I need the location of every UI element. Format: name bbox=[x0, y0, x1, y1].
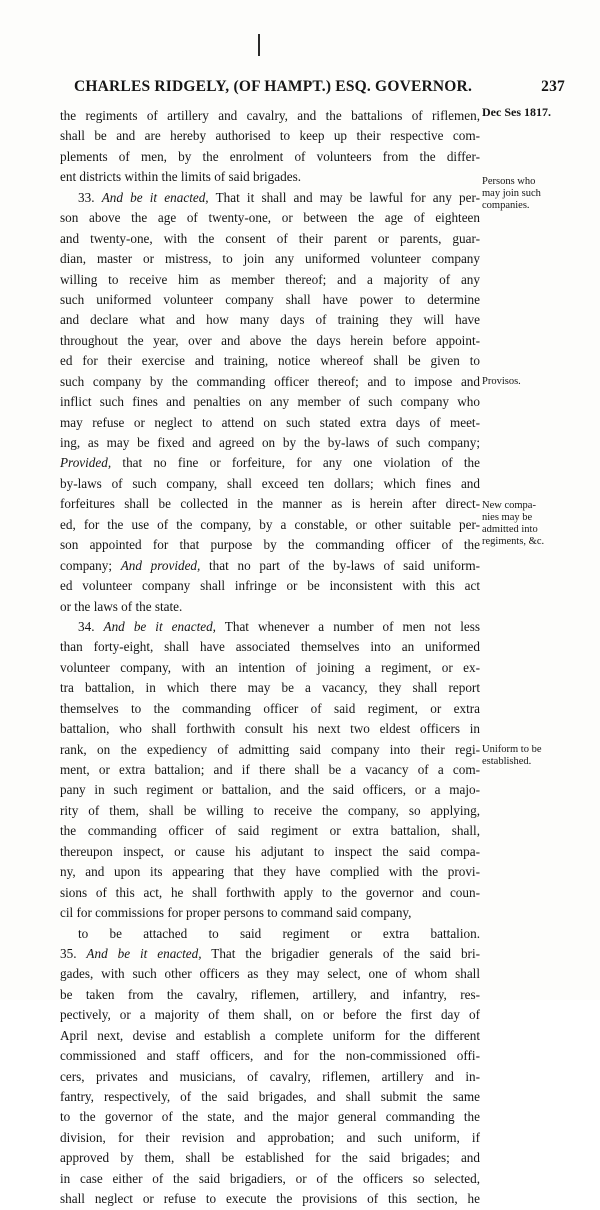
header-title: CHARLES RIDGELY, (OF HAMPT.) ESQ. GOVERNOR. bbox=[74, 78, 473, 95]
text-line: shall be and are hereby authorised to keep up their respective com- bbox=[60, 128, 480, 144]
margin-note-session bbox=[482, 106, 590, 118]
text-line: ent districts within the limits of said brigades. bbox=[60, 169, 302, 185]
margin-note-new-companies bbox=[482, 500, 590, 548]
text-line: than forty-eight, shall have associated themselves into an uniformed bbox=[60, 639, 480, 655]
text-line: ed, for the use of the company, by a constable, or other suitable per- bbox=[60, 516, 480, 532]
margin-note-line: may join such bbox=[482, 188, 541, 199]
text-line: company; And provided, that no part of the by-laws of said uniform- bbox=[60, 557, 480, 573]
text-line: ed volunteer company shall infringe or be inconsistent with this act bbox=[60, 578, 480, 594]
margin-note-line: New compa- bbox=[482, 500, 536, 511]
margin-note-line: Provisos. bbox=[482, 376, 521, 387]
margin-note-line: regiments, &c. bbox=[482, 536, 545, 547]
text-line: gades, with such other officers as they may select, one of whom shall bbox=[60, 966, 480, 982]
text-line: sions of this act, he shall forthwith apply to the governor and coun- bbox=[60, 884, 480, 900]
text-line: cers, privates and musicians, of cavalry, riflemen, artillery and in- bbox=[60, 1068, 480, 1084]
text-line: ed for their exercise and training, notice whereof shall be given to bbox=[60, 353, 480, 369]
text-line: by-laws of such company, shall exceed ten dollars; which fines and bbox=[60, 475, 480, 491]
text-line: forfeitures shall be collected in the manner as is herein after direct- bbox=[60, 496, 480, 512]
text-line: themselves to the commanding officer of said regiment, or extra bbox=[60, 700, 480, 716]
text-line: volunteer company, with an intention of joining a regiment, or ex- bbox=[60, 659, 480, 675]
text-line: dian, master or mistress, to join any uniformed volunteer company bbox=[60, 251, 480, 267]
margin-note-line: companies. bbox=[482, 200, 530, 211]
text-line: throughout the year, over and above the days herein before appoint- bbox=[60, 332, 480, 348]
text-line: and declare what and how many days of training they will have bbox=[60, 312, 480, 328]
body-text bbox=[60, 106, 480, 1210]
margin-note-line: established. bbox=[482, 756, 532, 767]
text-line: the commanding officer of said regiment or extra battalion, shall, bbox=[60, 823, 480, 839]
text-line: ny, and upon its appearing that they have complied with the provi- bbox=[60, 864, 480, 880]
page-number: 237 bbox=[541, 78, 565, 95]
text-line: pany in such regiment or battalion, and the said officers, or a majo- bbox=[60, 782, 480, 798]
text-line: 34. And be it enacted, That whenever a number of men not less bbox=[78, 618, 480, 634]
text-line: rank, on the expediency of admitting said company into their regi- bbox=[60, 741, 480, 757]
text-line: inflict such fines and penalties on any member of such company who bbox=[60, 394, 480, 410]
text-line: to be attached to said regiment or extra battalion. bbox=[78, 925, 480, 941]
margin-note-line: admitted into bbox=[482, 524, 538, 535]
text-line: shall neglect or refuse to execute the provisions of this section, he bbox=[60, 1191, 480, 1207]
margin-note-provisos bbox=[482, 376, 590, 388]
text-line: be taken from the cavalry, riflemen, artillery, and infantry, res- bbox=[60, 986, 480, 1002]
margin-note-line: Dec Ses 1817. bbox=[482, 105, 551, 119]
text-line: and twenty-one, with the consent of their parent or parents, guar- bbox=[60, 230, 480, 246]
text-line: son appointed for that purpose by the commanding officer of the bbox=[60, 537, 480, 553]
text-line: battalion, who shall forthwith consult his next two eldest officers in bbox=[60, 721, 480, 737]
margin-note-uniform bbox=[482, 744, 590, 768]
text-line: ment, or extra battalion; and if there shall be a vacancy of a com- bbox=[60, 762, 480, 777]
text-line: such uniformed volunteer company shall have power to determine bbox=[60, 291, 480, 307]
text-line: tra battalion, in which there may be a vacancy, they shall report bbox=[60, 680, 480, 696]
text-line: commissioned and staff officers, and for the non-commissioned offi- bbox=[60, 1048, 480, 1064]
text-line: such company by the commanding officer thereof; and to impose and bbox=[60, 373, 480, 389]
text-line: or the laws of the state. bbox=[60, 598, 183, 614]
text-line: fantry, respectively, of the said brigades, and shall submit the same bbox=[60, 1089, 480, 1104]
text-line: approved by them, shall be established for the said brigades; and bbox=[60, 1150, 480, 1166]
text-line: pectively, or a majority of them shall, on or before the first day of bbox=[60, 1007, 480, 1023]
margin-note-persons bbox=[482, 176, 590, 212]
text-line: cil for commissions for proper persons to command said company, bbox=[60, 905, 412, 921]
scan-mark bbox=[258, 34, 260, 56]
text-line: rity of them, shall be willing to receive the company, so applying, bbox=[60, 802, 480, 818]
text-line: may refuse or neglect to attend on such stated extra days of meet- bbox=[60, 414, 480, 430]
text-line: thereupon inspect, or cause his adjutant to inspect the said compa- bbox=[60, 843, 480, 859]
text-line: son above the age of twenty-one, or between the age of eighteen bbox=[60, 210, 480, 226]
margin-note-line: Uniform to be bbox=[482, 744, 542, 755]
text-line: in case either of the said brigadiers, or of the officers so selected, bbox=[60, 1170, 480, 1186]
text-line: division, for their revision and approbation; and such uniform, if bbox=[60, 1129, 480, 1145]
margin-note-line: Persons who bbox=[482, 176, 536, 187]
text-line: 35. And be it enacted, That the brigadier generals of the said bri- bbox=[60, 945, 481, 961]
text-line: Provided, that no fine or forfeiture, for any one violation of the bbox=[60, 455, 480, 471]
text-line: ing, as may be fixed and agreed on by the by-laws of such company; bbox=[60, 435, 480, 450]
text-line: willing to receive him as member thereof; and a majority of any bbox=[60, 271, 480, 287]
margin-note-line: nies may be bbox=[482, 512, 533, 523]
text-line: plements of men, by the enrolment of volunteers from the differ- bbox=[60, 148, 480, 164]
text-line: 33. And be it enacted, That it shall and may be lawful for any per- bbox=[78, 189, 481, 205]
running-header bbox=[60, 78, 565, 100]
text-line: the regiments of artillery and cavalry, and the battalions of riflemen, bbox=[60, 108, 480, 123]
text-line: April next, devise and establish a complete uniform for the different bbox=[60, 1027, 480, 1043]
text-line: to the governor of the state, and the major general commanding the bbox=[60, 1109, 480, 1125]
